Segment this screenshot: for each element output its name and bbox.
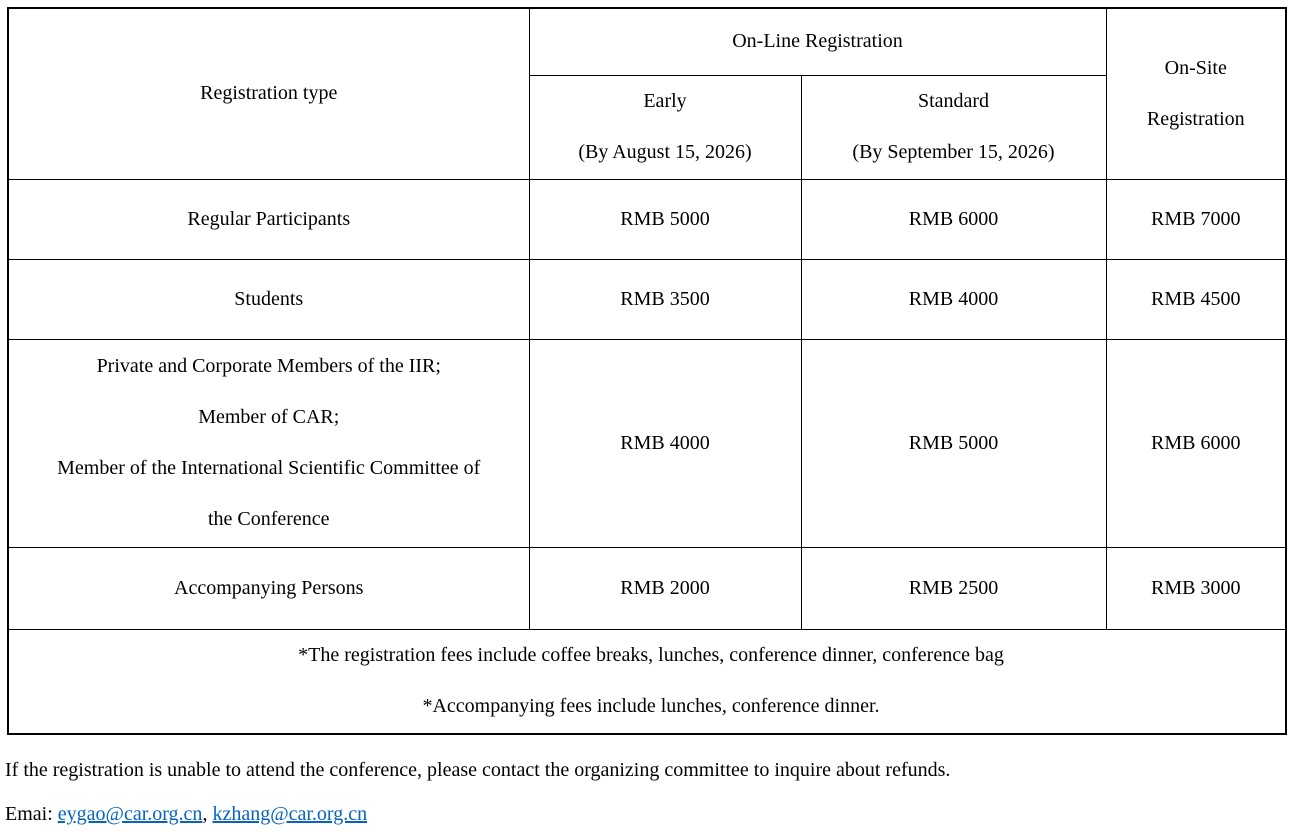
early-label: Early bbox=[643, 90, 687, 112]
fee-row-students bbox=[8, 259, 1286, 339]
standard-fee-cell: RMB 5000 bbox=[801, 339, 1106, 547]
notes-row bbox=[8, 629, 1286, 734]
early-fee-cell: RMB 3500 bbox=[529, 259, 801, 339]
email-line bbox=[5, 801, 1289, 827]
registration-type-header: Registration type bbox=[8, 8, 529, 179]
standard-label: Standard bbox=[917, 90, 990, 112]
onsite-fee-cell: RMB 7000 bbox=[1106, 179, 1286, 259]
early-fee-cell: RMB 5000 bbox=[529, 179, 801, 259]
registration-type-cell bbox=[8, 339, 529, 547]
header-row-top bbox=[8, 8, 1286, 75]
notes-cell bbox=[8, 629, 1286, 734]
onsite-fee-cell: RMB 4500 bbox=[1106, 259, 1286, 339]
registration-type-cell: Accompanying Persons bbox=[8, 547, 529, 629]
member-type-line3: Member of the International Scientific Committee of bbox=[57, 457, 481, 479]
email-link-kzhang[interactable]: kzhang@car.org.cn bbox=[212, 803, 368, 825]
online-registration-header: On-Line Registration bbox=[529, 8, 1106, 75]
accompanying-fees-note: *Accompanying fees include lunches, conference dinner. bbox=[422, 695, 880, 718]
email-separator: , bbox=[202, 803, 213, 825]
email-label: Emai: bbox=[5, 803, 58, 825]
registration-fees-note: *The registration fees include coffee breaks, lunches, conference dinner, conference bag bbox=[298, 644, 1004, 667]
onsite-header-line1: On-Site bbox=[1164, 56, 1227, 79]
email-link-eygao[interactable]: eygao@car.org.cn bbox=[57, 803, 203, 825]
onsite-fee-cell: RMB 3000 bbox=[1106, 547, 1286, 629]
refund-note: If the registration is unable to attend the conference, please contact the organizing committee to inquire about refunds. bbox=[5, 759, 951, 781]
registration-type-cell: Regular Participants bbox=[8, 179, 529, 259]
standard-fee-cell: RMB 2500 bbox=[801, 547, 1106, 629]
standard-fee-cell: RMB 4000 bbox=[801, 259, 1106, 339]
fee-row-members bbox=[8, 339, 1286, 547]
member-type-line1: Private and Corporate Members of the IIR; bbox=[96, 355, 441, 377]
early-deadline: (By August 15, 2026) bbox=[578, 141, 752, 163]
registration-type-cell: Students bbox=[8, 259, 529, 339]
early-fee-cell: RMB 2000 bbox=[529, 547, 801, 629]
standard-header bbox=[801, 75, 1106, 179]
standard-deadline: (By September 15, 2026) bbox=[852, 141, 1055, 163]
early-fee-cell: RMB 4000 bbox=[529, 339, 801, 547]
member-type-line2: Member of CAR; bbox=[198, 406, 340, 428]
early-header bbox=[529, 75, 801, 179]
onsite-registration-header bbox=[1106, 8, 1286, 179]
onsite-header-line2: Registration bbox=[1146, 107, 1245, 130]
member-type-line4: the Conference bbox=[207, 508, 330, 530]
fee-row-regular-participants bbox=[8, 179, 1286, 259]
registration-fee-table bbox=[7, 7, 1287, 735]
onsite-fee-cell: RMB 6000 bbox=[1106, 339, 1286, 547]
standard-fee-cell: RMB 6000 bbox=[801, 179, 1106, 259]
fee-row-accompanying-persons bbox=[8, 547, 1286, 629]
